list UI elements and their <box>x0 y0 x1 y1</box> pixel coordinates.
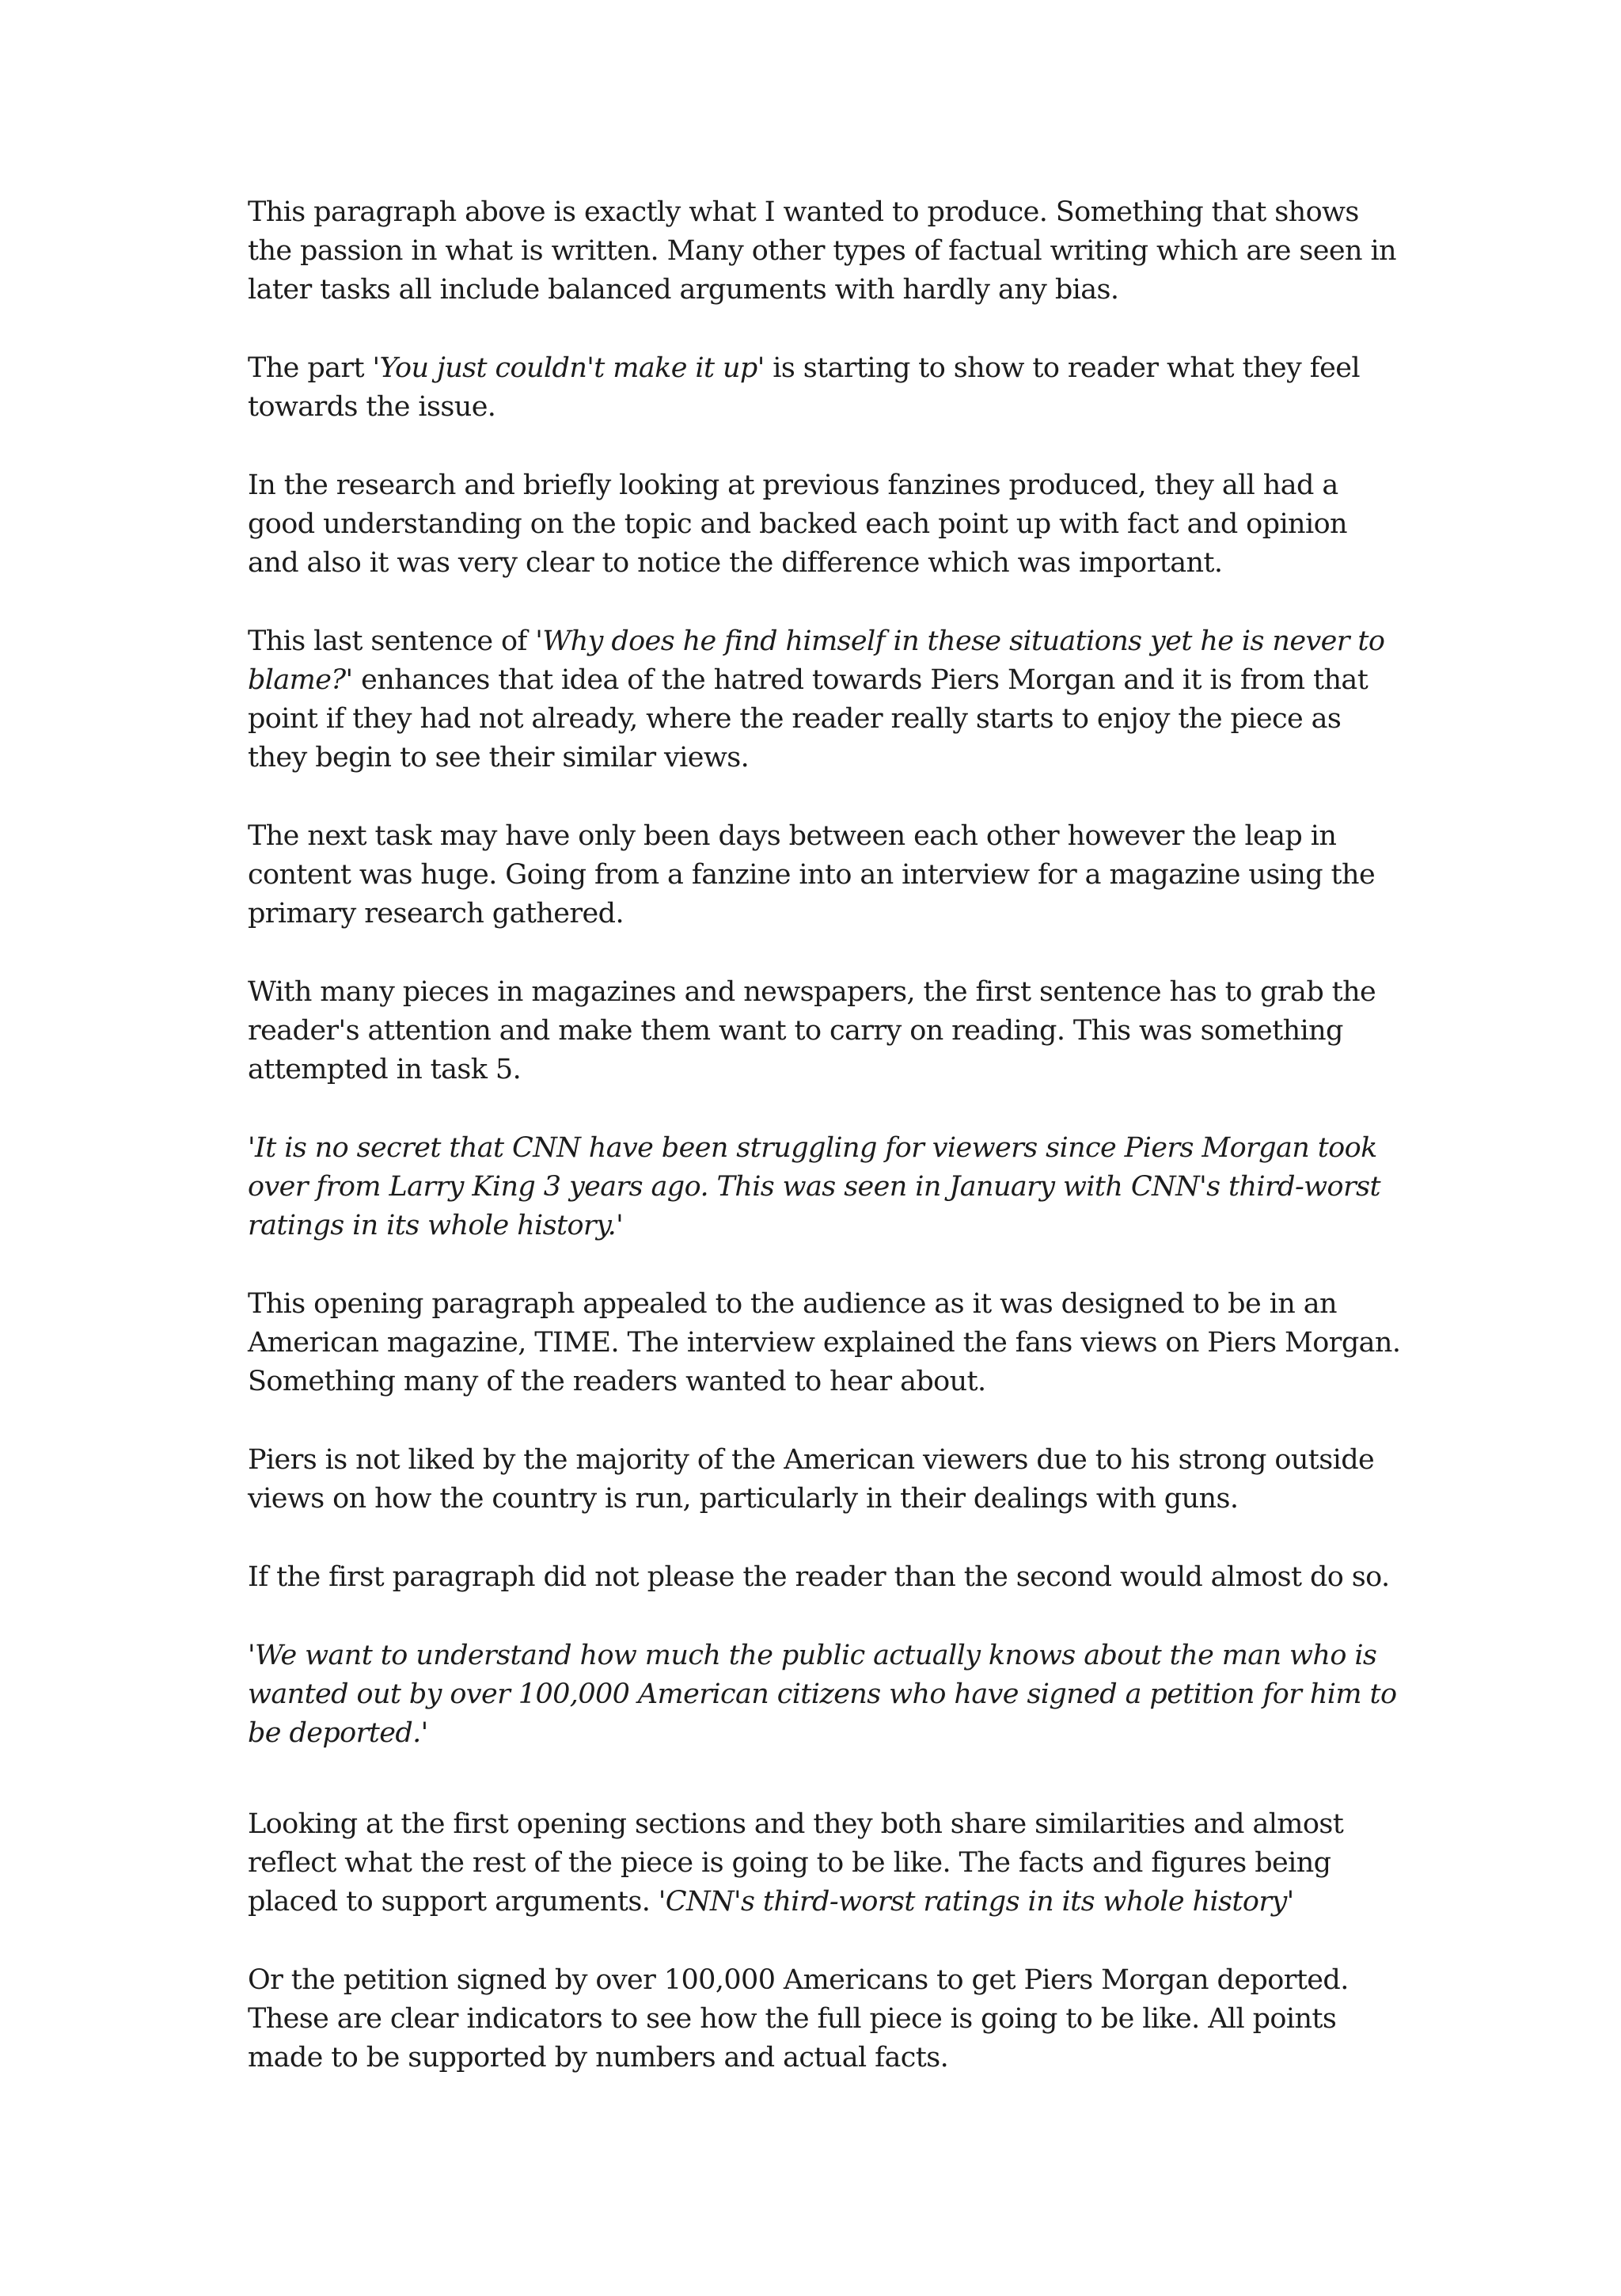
text-segment: The part <box>248 352 373 384</box>
italic-quote: 'We want to understand how much the public actually knows about the man who is wanted out by over 100,000 American citizens who have signed a petition for him to be deported.' <box>248 1640 1397 1749</box>
paragraph <box>248 466 1403 583</box>
text-segment: With many pieces in magazines and newspapers, the first sentence has to grab the reader's attention and make them want to carry on reading. This was something attempted in task 5. <box>248 976 1376 1085</box>
text-segment: The next task may have only been days between each other however the leap in content was huge. Going from a fanzine into an interview for a magazine using the primary research gathered. <box>248 820 1376 929</box>
paragraph <box>248 1961 1403 2077</box>
italic-quote: CNN's third-worst ratings in its whole history' <box>665 1886 1294 1918</box>
italic-quote: 'It is no secret that CNN have been struggling for viewers since Piers Morgan took over from Larry King 3 years ago. This was seen in January with CNN's third-worst ratings in its whole history.' <box>248 1132 1380 1241</box>
paragraph <box>248 1558 1403 1597</box>
paragraph <box>248 1805 1403 1922</box>
text-segment: Looking at the first opening sections and they both share similarities and almost reflect what the rest of the piece is going to be like. The facts and figures being placed to support arguments. ' <box>248 1808 1344 1918</box>
paragraph <box>248 349 1403 427</box>
paragraph <box>248 973 1403 1089</box>
paragraph <box>248 622 1403 777</box>
paragraph <box>248 1441 1403 1519</box>
text-segment: If the first paragraph did not please the reader than the second would almost do so. <box>248 1561 1390 1593</box>
text-segment: This last sentence of ' <box>248 625 543 657</box>
text-segment: Or the petition signed by over 100,000 Americans to get Piers Morgan deported. These are clear indicators to see how the full piece is going to be like. All points made to be supported by numbers and actual facts. <box>248 1964 1349 2074</box>
document-body <box>248 193 1403 2117</box>
text-segment: enhances that idea of the hatred towards Piers Morgan and it is from that point if they had not already, where the reader really starts to enjoy the piece as they begin to see their similar views. <box>248 664 1369 774</box>
text-segment: Piers is not liked by the majority of the American viewers due to his strong outside views on how the country is run, particularly in their dealings with guns. <box>248 1444 1375 1515</box>
quote-paragraph <box>248 1129 1403 1245</box>
quote-paragraph <box>248 1636 1403 1753</box>
italic-quote: 'You just couldn't make it up' <box>372 352 765 384</box>
text-segment: This paragraph above is exactly what I wanted to produce. Something that shows the passion in what is written. Many other types of factual writing which are seen in later tasks all include balanced arguments with hardly any bias. <box>248 196 1396 306</box>
italic-quote: Why does he find himself in these situations yet he is never to blame?' <box>248 625 1385 696</box>
text-segment: is starting to show to reader what they feel towards the issue. <box>248 352 1360 423</box>
text-segment: This opening paragraph appealed to the audience as it was designed to be in an American magazine, TIME. The interview explained the fans views on Piers Morgan. Something many of the readers wanted to hear about. <box>248 1288 1401 1397</box>
text-segment: In the research and briefly looking at previous fanzines produced, they all had a good understanding on the topic and backed each point up with fact and opinion and also it was very clear to notice the difference which was important. <box>248 469 1348 579</box>
paragraph <box>248 817 1403 933</box>
paragraph <box>248 1285 1403 1401</box>
paragraph <box>248 193 1403 310</box>
